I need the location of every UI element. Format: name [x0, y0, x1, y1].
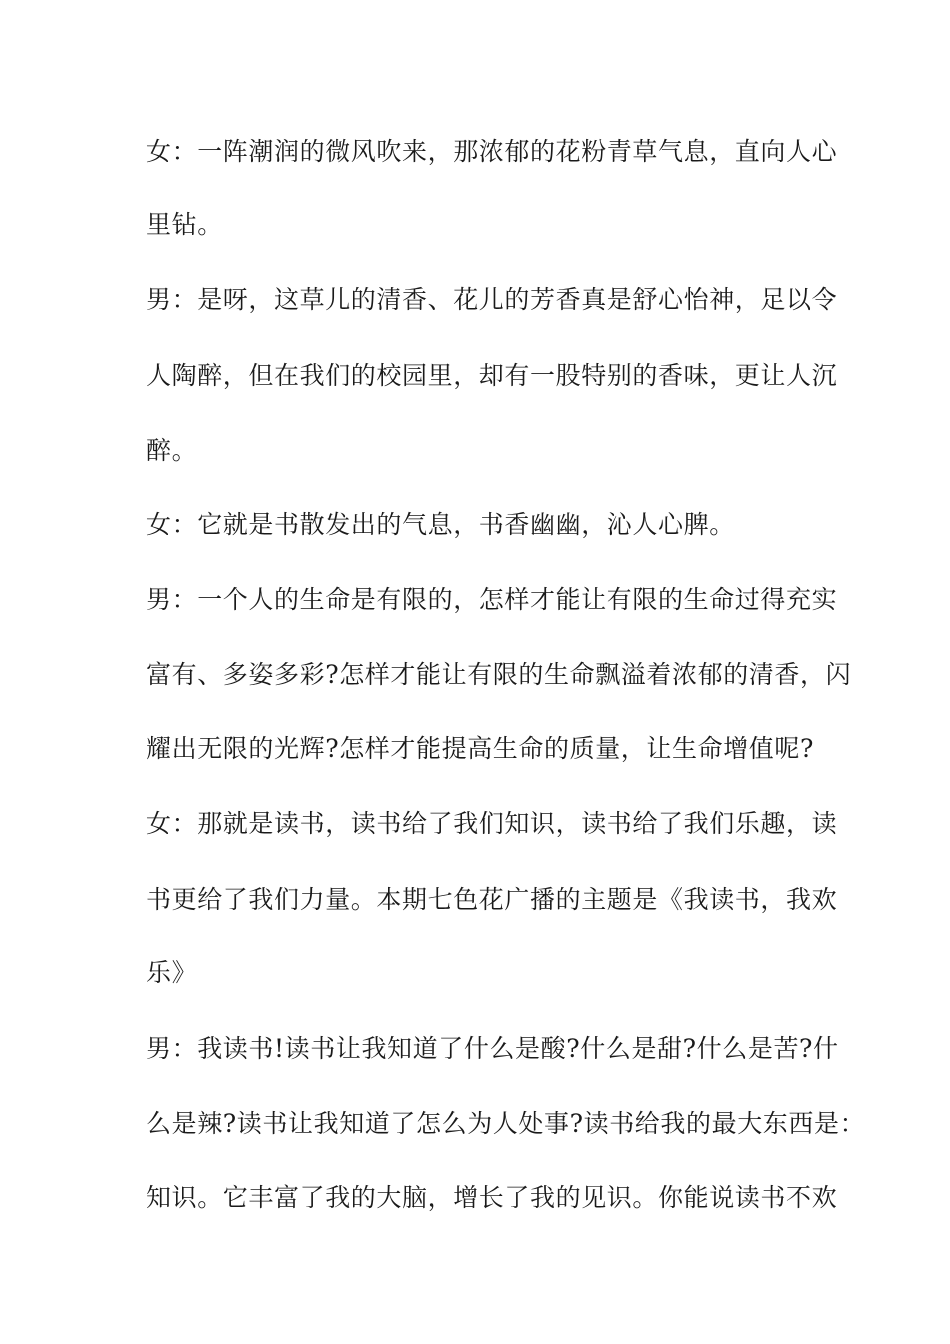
text-line: 女：那就是读书，读书给了我们知识，读书给了我们乐趣，读: [146, 809, 838, 838]
text-line: 人陶醉，但在我们的校园里，却有一股特别的香味，更让人沉: [146, 361, 838, 390]
text-line: 富有、多姿多彩?怎样才能让有限的生命飘溢着浓郁的清香，闪: [146, 660, 852, 689]
text-line: 耀出无限的光辉?怎样才能提高生命的质量，让生命增值呢?: [146, 734, 815, 763]
text-line: 书更给了我们力量。本期七色花广播的主题是《我读书，我欢: [146, 885, 838, 914]
text-line: 女：它就是书散发出的气息，书香幽幽，沁人心脾。: [146, 510, 735, 539]
text-line: 么是辣?读书让我知道了怎么为人处事?读书给我的最大东西是：: [146, 1109, 866, 1138]
text-line: 男：是呀，这草儿的清香、花儿的芳香真是舒心怡神，足以令: [146, 285, 838, 314]
text-line: 乐》: [146, 958, 198, 987]
text-line: 女：一阵潮润的微风吹来，那浓郁的花粉青草气息，直向人心: [146, 137, 838, 166]
text-line: 醉。: [146, 436, 198, 465]
text-line: 男：一个人的生命是有限的，怎样才能让有限的生命过得充实: [146, 585, 838, 614]
text-line: 里钻。: [146, 210, 223, 239]
text-line: 知识。它丰富了我的大脑，增长了我的见识。你能说读书不欢: [146, 1183, 838, 1212]
text-line: 男：我读书!读书让我知道了什么是酸?什么是甜?什么是苦?什: [146, 1034, 839, 1063]
